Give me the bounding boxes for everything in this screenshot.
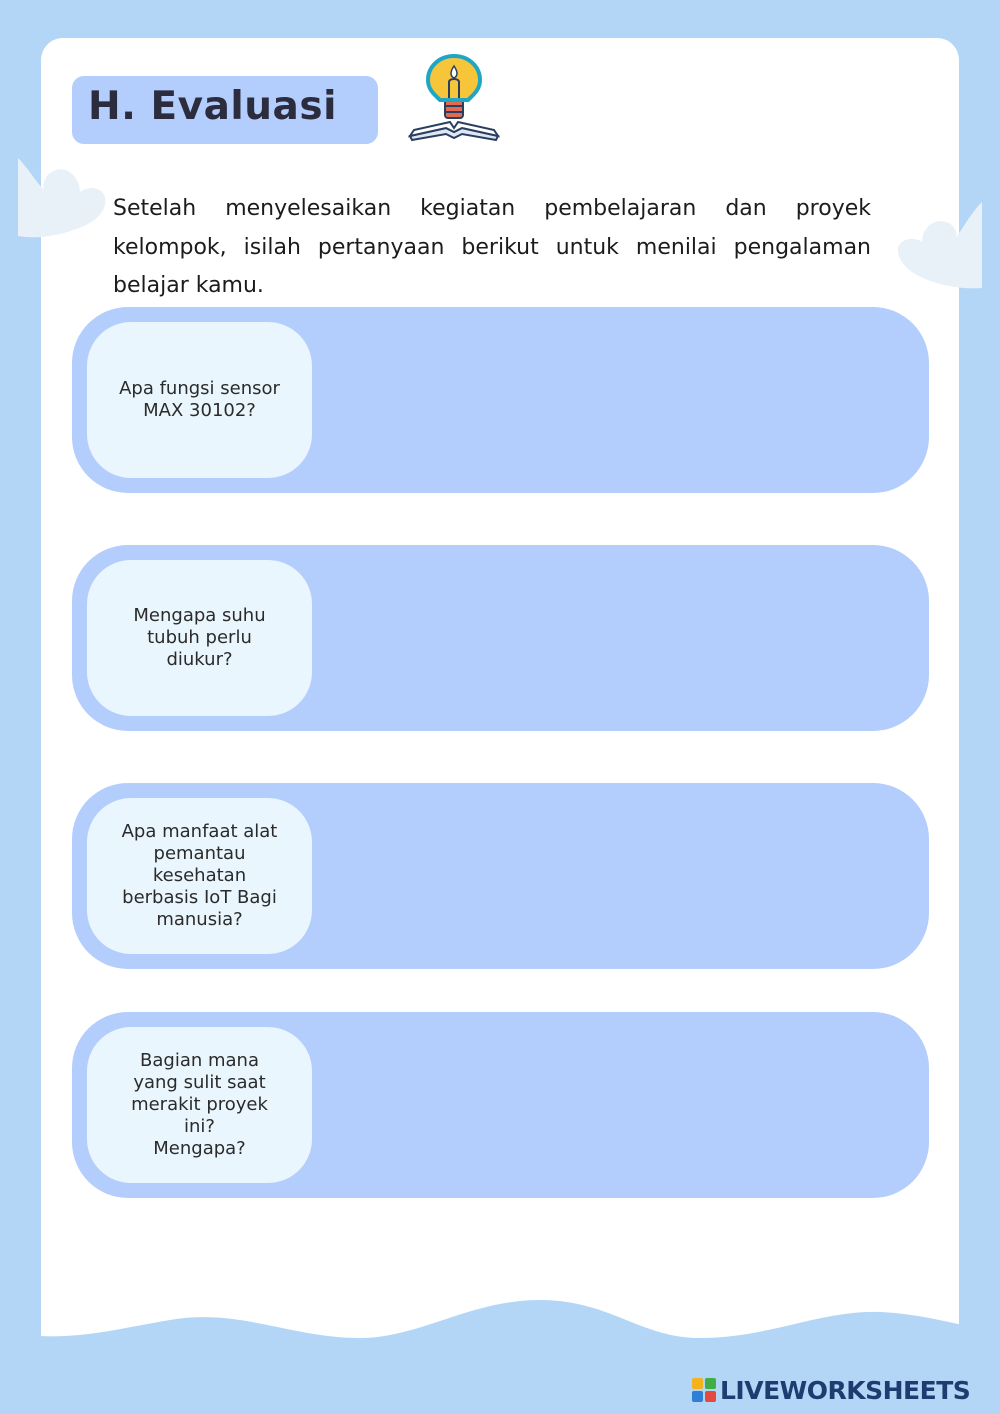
cloud-decoration-left: [18, 150, 110, 242]
question-box: [87, 1027, 312, 1183]
answer-input[interactable]: [324, 1024, 913, 1190]
answer-input[interactable]: [324, 319, 913, 485]
answer-input[interactable]: [324, 795, 913, 961]
question-box: [87, 798, 312, 954]
section-title-box: [72, 76, 378, 144]
question-card: [72, 1012, 929, 1198]
cloud-decoration-right: [894, 196, 982, 292]
brand-name: LIVEWORKSHEETS: [720, 1375, 971, 1405]
question-text: Apa fungsi sensor MAX 30102?: [119, 378, 280, 421]
question-box: [87, 322, 312, 478]
liveworksheets-logo-icon: [692, 1378, 716, 1402]
lightbulb-book-icon: [404, 52, 504, 144]
question-card: [72, 307, 929, 493]
intro-paragraph: Setelah menyelesaikan kegiatan pembelajaran dan proyek kelompok, isilah pertanyaan berikut untuk menilai pengalaman belajar kamu.: [113, 196, 871, 298]
question-box: [87, 560, 312, 716]
section-title: H. Evaluasi: [88, 84, 337, 129]
question-card: [72, 783, 929, 969]
liveworksheets-brand[interactable]: [692, 1373, 970, 1407]
question-text: Bagian mana yang sulit saat merakit proyek ini? Mengapa?: [131, 1050, 268, 1159]
question-card: [72, 545, 929, 731]
question-text: Mengapa suhu tubuh perlu diukur?: [133, 605, 266, 670]
question-text: Apa manfaat alat pemantau kesehatan berbasis IoT Bagi manusia?: [121, 821, 278, 930]
answer-input[interactable]: [324, 557, 913, 723]
